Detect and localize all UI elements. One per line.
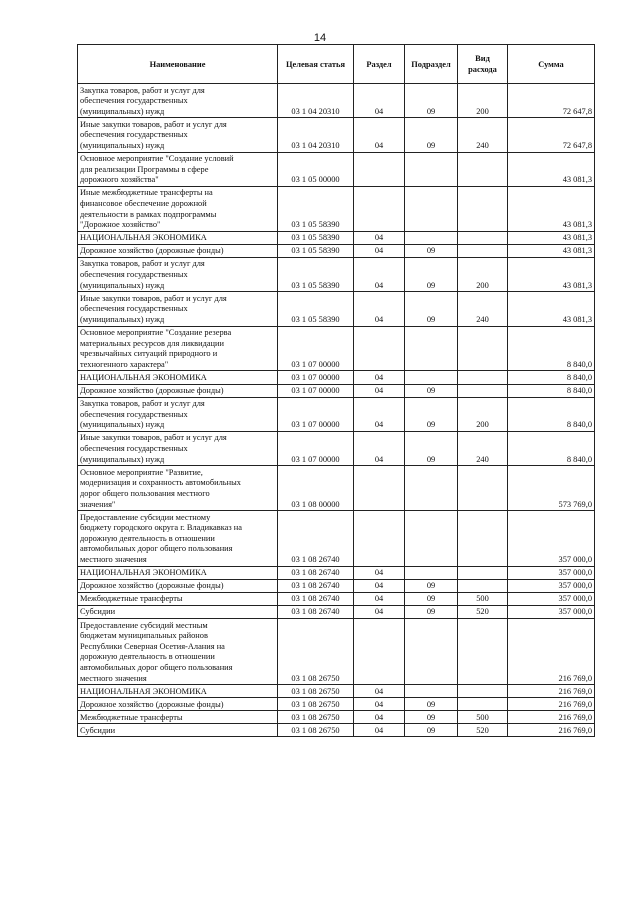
cell-sum: 8 840,0: [508, 326, 595, 371]
cell-name: Субсидии: [78, 724, 278, 737]
cell-target: 03 1 08 26740: [278, 511, 354, 567]
cell-name: Основное мероприятие "Развитие, модернизация и сохранность автомобильных дорог общего пользования местного значения": [78, 466, 278, 511]
cell-expense-type: [458, 511, 508, 567]
cell-expense-type: [458, 685, 508, 698]
cell-subsection: [405, 371, 458, 384]
cell-target: 03 1 05 58390: [278, 186, 354, 231]
table-row: [78, 257, 595, 291]
header-expense-type: Вид расхода: [458, 45, 508, 84]
cell-expense-type: [458, 698, 508, 711]
cell-name: Межбюджетные трансферты: [78, 711, 278, 724]
cell-sum: 357 000,0: [508, 579, 595, 592]
cell-section: [354, 511, 405, 567]
cell-subsection: 09: [405, 431, 458, 465]
cell-section: 04: [354, 292, 405, 326]
cell-subsection: 09: [405, 711, 458, 724]
table-row: [78, 231, 595, 244]
cell-expense-type: [458, 566, 508, 579]
cell-name: Иные межбюджетные трансферты на финансовое обеспечение дорожной деятельности в рамках подпрограммы "Дорожное хозяйство": [78, 186, 278, 231]
cell-name: Иные закупки товаров, работ и услуг для обеспечения государственных (муниципальных) нужд: [78, 118, 278, 152]
cell-subsection: 09: [405, 605, 458, 618]
cell-sum: 357 000,0: [508, 511, 595, 567]
cell-name: Закупка товаров, работ и услуг для обеспечения государственных (муниципальных) нужд: [78, 397, 278, 431]
cell-sum: 43 081,3: [508, 292, 595, 326]
cell-expense-type: 520: [458, 605, 508, 618]
cell-name: Иные закупки товаров, работ и услуг для обеспечения государственных (муниципальных) нужд: [78, 431, 278, 465]
page-number: 14: [313, 32, 327, 44]
cell-section: 04: [354, 231, 405, 244]
cell-expense-type: 200: [458, 257, 508, 291]
cell-name: НАЦИОНАЛЬНАЯ ЭКОНОМИКА: [78, 371, 278, 384]
table-row: [78, 711, 595, 724]
table-row: [78, 244, 595, 257]
cell-subsection: 09: [405, 698, 458, 711]
cell-target: 03 1 07 00000: [278, 326, 354, 371]
cell-section: [354, 466, 405, 511]
header-target: Целевая статья: [278, 45, 354, 84]
cell-section: 04: [354, 384, 405, 397]
cell-section: 04: [354, 711, 405, 724]
cell-section: 04: [354, 579, 405, 592]
cell-sum: 8 840,0: [508, 397, 595, 431]
cell-sum: 357 000,0: [508, 605, 595, 618]
table-row: [78, 511, 595, 567]
cell-section: 04: [354, 118, 405, 152]
cell-name: Предоставление субсидии местному бюджету городского округа г. Владикавказ на дорожную деятельность в отношении автомобильных дорог общего пользования местного значения: [78, 511, 278, 567]
cell-section: 04: [354, 431, 405, 465]
cell-target: 03 1 07 00000: [278, 384, 354, 397]
cell-subsection: [405, 231, 458, 244]
cell-section: 04: [354, 685, 405, 698]
cell-target: 03 1 05 58390: [278, 257, 354, 291]
cell-subsection: [405, 619, 458, 685]
cell-target: 03 1 07 00000: [278, 431, 354, 465]
cell-name: Дорожное хозяйство (дорожные фонды): [78, 698, 278, 711]
cell-section: 04: [354, 724, 405, 737]
table-row: [78, 619, 595, 685]
cell-section: [354, 186, 405, 231]
cell-expense-type: [458, 466, 508, 511]
cell-expense-type: [458, 244, 508, 257]
cell-subsection: [405, 466, 458, 511]
table-row: [78, 466, 595, 511]
cell-target: 03 1 08 26740: [278, 566, 354, 579]
cell-subsection: 09: [405, 84, 458, 118]
cell-section: [354, 152, 405, 186]
cell-name: Дорожное хозяйство (дорожные фонды): [78, 384, 278, 397]
cell-subsection: 09: [405, 118, 458, 152]
cell-target: 03 1 05 58390: [278, 244, 354, 257]
cell-name: Субсидии: [78, 605, 278, 618]
cell-target: 03 1 08 26750: [278, 685, 354, 698]
cell-section: 04: [354, 371, 405, 384]
table-row: [78, 152, 595, 186]
cell-expense-type: [458, 186, 508, 231]
table-row: [78, 579, 595, 592]
cell-expense-type: 240: [458, 431, 508, 465]
cell-section: 04: [354, 698, 405, 711]
table-row: [78, 84, 595, 118]
cell-name: Дорожное хозяйство (дорожные фонды): [78, 244, 278, 257]
table-row: [78, 371, 595, 384]
cell-expense-type: [458, 231, 508, 244]
table-row: [78, 592, 595, 605]
cell-name: Иные закупки товаров, работ и услуг для обеспечения государственных (муниципальных) нужд: [78, 292, 278, 326]
cell-target: 03 1 08 26740: [278, 592, 354, 605]
cell-subsection: [405, 566, 458, 579]
cell-subsection: 09: [405, 244, 458, 257]
cell-subsection: 09: [405, 592, 458, 605]
header-section: Раздел: [354, 45, 405, 84]
cell-sum: 43 081,3: [508, 257, 595, 291]
cell-sum: 43 081,3: [508, 186, 595, 231]
cell-sum: 43 081,3: [508, 152, 595, 186]
cell-target: 03 1 08 26750: [278, 724, 354, 737]
cell-expense-type: 200: [458, 397, 508, 431]
cell-expense-type: [458, 384, 508, 397]
cell-expense-type: 200: [458, 84, 508, 118]
header-name: Наименование: [78, 45, 278, 84]
cell-expense-type: 500: [458, 592, 508, 605]
cell-expense-type: 500: [458, 711, 508, 724]
cell-target: 03 1 05 00000: [278, 152, 354, 186]
cell-sum: 357 000,0: [508, 592, 595, 605]
cell-section: 04: [354, 257, 405, 291]
cell-sum: 216 769,0: [508, 698, 595, 711]
cell-target: 03 1 08 26740: [278, 579, 354, 592]
cell-expense-type: 240: [458, 118, 508, 152]
cell-subsection: 09: [405, 397, 458, 431]
table-row: [78, 186, 595, 231]
table-row: [78, 384, 595, 397]
cell-sum: 8 840,0: [508, 384, 595, 397]
cell-expense-type: 240: [458, 292, 508, 326]
cell-target: 03 1 08 26750: [278, 619, 354, 685]
cell-section: 04: [354, 592, 405, 605]
cell-target: 03 1 05 58390: [278, 292, 354, 326]
cell-subsection: [405, 511, 458, 567]
cell-sum: 216 769,0: [508, 711, 595, 724]
cell-subsection: 09: [405, 724, 458, 737]
table-header-row: [78, 45, 595, 84]
table-row: [78, 431, 595, 465]
cell-sum: 43 081,3: [508, 244, 595, 257]
table-row: [78, 724, 595, 737]
table-row: [78, 326, 595, 371]
table-row: [78, 698, 595, 711]
budget-table: [77, 44, 595, 737]
cell-section: 04: [354, 605, 405, 618]
cell-subsection: 09: [405, 257, 458, 291]
cell-subsection: 09: [405, 384, 458, 397]
cell-target: 03 1 08 00000: [278, 466, 354, 511]
cell-target: 03 1 08 26740: [278, 605, 354, 618]
cell-expense-type: 520: [458, 724, 508, 737]
table-row: [78, 605, 595, 618]
cell-sum: 8 840,0: [508, 371, 595, 384]
cell-subsection: [405, 326, 458, 371]
cell-sum: 216 769,0: [508, 685, 595, 698]
table-body: [78, 84, 595, 737]
table-row: [78, 292, 595, 326]
cell-target: 03 1 04 20310: [278, 118, 354, 152]
cell-expense-type: [458, 579, 508, 592]
cell-subsection: [405, 152, 458, 186]
cell-sum: 8 840,0: [508, 431, 595, 465]
cell-name: Дорожное хозяйство (дорожные фонды): [78, 579, 278, 592]
cell-target: 03 1 07 00000: [278, 371, 354, 384]
cell-subsection: 09: [405, 292, 458, 326]
cell-section: 04: [354, 84, 405, 118]
cell-section: [354, 326, 405, 371]
cell-name: Закупка товаров, работ и услуг для обеспечения государственных (муниципальных) нужд: [78, 257, 278, 291]
cell-target: 03 1 08 26750: [278, 698, 354, 711]
cell-name: Основное мероприятие "Создание условий для реализации Программы в сфере дорожного хозяйства": [78, 152, 278, 186]
cell-sum: 43 081,3: [508, 231, 595, 244]
cell-subsection: [405, 685, 458, 698]
table-row: [78, 118, 595, 152]
cell-subsection: 09: [405, 579, 458, 592]
cell-expense-type: [458, 326, 508, 371]
cell-target: 03 1 04 20310: [278, 84, 354, 118]
table-row: [78, 685, 595, 698]
header-subsection: Подраздел: [405, 45, 458, 84]
cell-section: [354, 619, 405, 685]
cell-expense-type: [458, 619, 508, 685]
cell-name: Закупка товаров, работ и услуг для обеспечения государственных (муниципальных) нужд: [78, 84, 278, 118]
table-row: [78, 397, 595, 431]
cell-sum: 573 769,0: [508, 466, 595, 511]
cell-section: 04: [354, 244, 405, 257]
cell-expense-type: [458, 371, 508, 384]
cell-sum: 72 647,8: [508, 84, 595, 118]
cell-section: 04: [354, 566, 405, 579]
cell-expense-type: [458, 152, 508, 186]
cell-name: Межбюджетные трансферты: [78, 592, 278, 605]
cell-name: НАЦИОНАЛЬНАЯ ЭКОНОМИКА: [78, 231, 278, 244]
cell-subsection: [405, 186, 458, 231]
cell-name: Предоставление субсидий местным бюджетам муниципальных районов Республики Северная Осетия-Алания на дорожную деятельность в отношении автомобильных дорог общего пользования местного значения: [78, 619, 278, 685]
cell-target: 03 1 08 26750: [278, 711, 354, 724]
cell-target: 03 1 07 00000: [278, 397, 354, 431]
table-row: [78, 566, 595, 579]
cell-sum: 357 000,0: [508, 566, 595, 579]
cell-section: 04: [354, 397, 405, 431]
cell-name: НАЦИОНАЛЬНАЯ ЭКОНОМИКА: [78, 685, 278, 698]
cell-name: НАЦИОНАЛЬНАЯ ЭКОНОМИКА: [78, 566, 278, 579]
cell-sum: 216 769,0: [508, 619, 595, 685]
cell-sum: 72 647,8: [508, 118, 595, 152]
cell-name: Основное мероприятие "Создание резерва материальных ресурсов для ликвидации чрезвычайных ситуаций природного и техногенного характера": [78, 326, 278, 371]
cell-target: 03 1 05 58390: [278, 231, 354, 244]
cell-sum: 216 769,0: [508, 724, 595, 737]
header-sum: Сумма: [508, 45, 595, 84]
